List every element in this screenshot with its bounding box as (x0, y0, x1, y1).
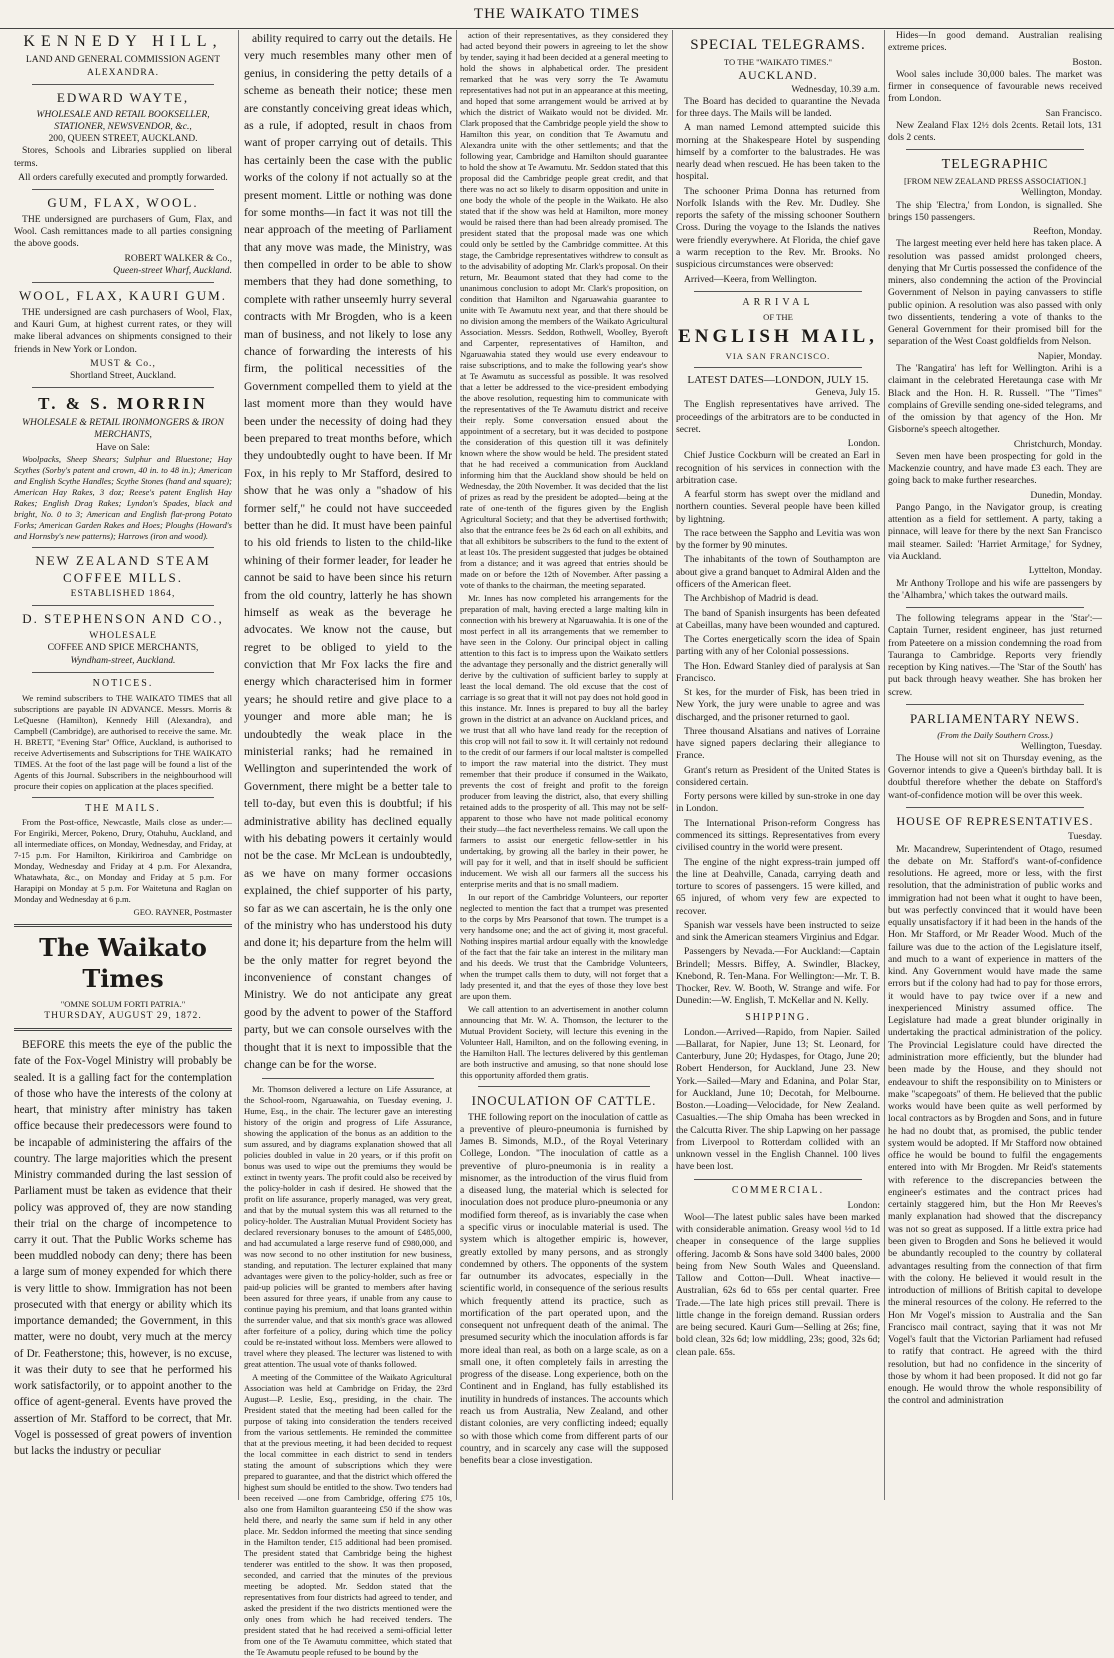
telegrams-date: Wednesday, 10.39 a.m. (791, 83, 880, 95)
stephenson-title: D. STEPHENSON AND CO., (22, 611, 224, 627)
news-item: The International Prison-reform Congress has commenced its sittings. Representatives from every civilised country in the world were present. (676, 817, 880, 854)
paper-motto: "OMNE SOLUM FORTI PATRIA." (60, 998, 186, 1009)
leader-article: BEFORE this meets the eye of the public the fate of the Fox-Vogel Ministry will probably be sealed. It is a galling fact for the contemplation of those who have the interests of the colony at heart, that ministry after ministry has taken office because their predecessors were found to be incapable of administering the affairs of the country. The large majorities which the present Ministry commanded during the last session of Parliament must be taken as evidence that their policy was approved of, they are now standing their trial on the charge of incompetence to carry it out. That the Public Works scheme has been muddled nobody can deny; there has been a large sum of money expended for which there is very little to show. Immigration has not been prosecuted with that energy or ability which its importance demanded; the Government, in this matter, were no doubt, very much at the mercy of Dr. Featherstone; this, however, is no excuse, it was their duty to see that he performed his work satisfactorily, or to appoint another to the office of agent-general. Events have proved the assertion of Mr. Stafford to be correct, that Mr. Vogel is possessed of great powers of invention but lacks the industry or peculiar (14, 1039, 232, 1458)
meeting-continued: action of their representatives, as they considered they had acted beyond their powers in agreeing to let the show by tender, saying it had been decided at a general meeting to hold the shows in alphabetical order. The president remarked that he was very sorry the Te Awamutu representatives had not put in an appearance at this meeting, and hoped that some arrangement would be arrived at by which the district of Waikato would not be divided. Mr. Clark proposed that the Cambridge people yield the show to Hamilton this year, on condition that Te Awamutu and Alexandra unite with the other settlements; and that the following year, Cambridge and Hamilton should guarantee to hold the show at Te Awamutu. Mr. Seddon stated that this proposal did the Cambridge people great credit, and that there was no act so likely to disarm opposition and unite in one body the whole of the people in the Waikato. He also stated that if the show was held at Hamilton, more money would be raised there than had been already promised. The president stated that the proposal made was one which could only be settled by the Cambridge committee. At this stage, the Cambridge representatives withdrew to consult as to the advisability of adopting Mr. Clark's proposal. On their return, Mr. Beaumont stated that they had come to the unanimous conclusion to adopt Mr. Clark's proposition, on condition that Hamilton and Ngaruawahia guarantee to unite with Te Awamutu next year, and that there should be no division among the members of the Waikato Agricultural Association. Messrs. Seddon, Rothwell, Woolley, Byeroft and Carpenter, representatives of Hamilton, and Ngaruawahia stated they would use every endeavour to raise subscriptions, and to make the following year's show at Te Awamutu as successful as possible. It was resolved that a letter be addressed to the vice-president embodying the above resolution, requesting him to communicate with the representatives of the Te Awamutu district and receive their reply. Some conversation ensued about the appointment of a secretary, but it was decided to postpone the consideration of this question till it was definitely known where the show would be held. The president stated that he had received a communication from Auckland informing him that the Auckland show should be held on Wednesday, the 20th November. It was decided that the list of prizes as read by the president be adopted—being at the rate of one-tenth of the figures given by the English Agricultural Society; and that they be advertised forthwith; also that the entrance fees be 2s 6d each on all exhibits, and that all exhibitors be subscribers to the fund to the extent of at least 10s. The president suggested that judges be obtained from a distance; and it was agreed that entries should be made on or before the 12th of November. After passing a vote of thanks to the chairman, the meeting separated. (460, 30, 669, 590)
divider (906, 807, 1084, 808)
stephenson-line1: WHOLESALE (89, 630, 157, 642)
divider (32, 797, 214, 798)
commercial-news: Wool—The latest public sales have been marked with considerable animation. Greasy wool ½d to 1d cheaper in consequence of the large supplies offering. Jacomb & Sons have sold 3400 bales, 2000 being from New South Wales and Queensland. Tallow and Cotton—Dull. Wheat inactive—Australian, 62s 6d to 65s per cental quarter. Free Trade.—The late high prices still prevail. There is little change in the foreign demand. Russian orders are being secured. Kauri Gum—Selling at 26s; fine, bold clean, 32s 6d; low middling, 23s; good, 32s 6d; clean pale. 65s. (676, 1211, 880, 1358)
divider (32, 282, 214, 283)
kennedy-name: KENNEDY HILL, (23, 33, 223, 50)
news-item: The race between the Sappho and Levitia was won by the former by 90 minutes. (676, 527, 880, 552)
cattle-article: THE following report on the inoculation of cattle as a preventive of pleuro-pneumonia is furnished by James B. Simonds, M.D., of the Royal Veterinary College, London. "The inoculation of cattle as a preventive of pluro-pneumonia is in reality a misnomer, as the introduction of the virus fluid from a diseased lung, the material which is selected for inoculation does not produce pluro-pneumonia or any modified form thereof, as is invariably the case when a specific virus or inoculable material is used. The system which is altogether empiric is, however, greatly extolled by many persons, and as strongly condemned by others. The opponents of the system far outnumber its advocates, especially in the scientific world, in consequence of the serious results which frequently attend its practice, such as mortification of the part operated upon, and the consequent not unfrequent death of the animal. The presumed security which the inoculation affords is far more ideal than real, as both on a large scale, as on a small one, it often completely fails in arresting the progress of the disease. Long experience, both on the Continent and in England, has fully established its inutility in hundreds of instances. The accounts which reach us from Australia, New Zealand, and other distant colonies, are very conflicting indeed; equally so with those which come from different parts of our country, and in scarcely any case will the supposed benefits bear a close investigation. (460, 1111, 668, 1467)
news-item: The band of Spanish insurgents has been defeated at Cabeillas, many have been wounded and captured. (676, 607, 880, 631)
divider (906, 704, 1084, 705)
geneva-news: The English representatives have arrived. The proceedings of the arbitrators are to be conducted in secret. (676, 399, 880, 435)
house-debate: Mr. Macandrew, Superintendent of Otago, resumed the debate on Mr. Stafford's want-of-confidence resolutions. He agreed, more or less, with the first resolution, that the administration of public works and immigration had not been what it ought to have been, but was perfectly convinced that it would have been equally unsatisfactory if it had been in the hands of the Hon. Mr Stafford, or Mr Reader Wood. Much of the failure was due to the action of the Legislature itself, and much to a want of experience in matters of the kind. Any Government would have made the same errors but if the colony had had to pay for those errors, it would have to pay twice over if a new and inexperienced Ministry assumed office. The Legislature had made a great blunder originally in undertaking the practical administration of the policy. The Provincial Legislature could have directed the administration more efficiently, but the blunder had been made by the House, and they should not endeavour to shift the responsibility on to Ministers or make "scapegoats" of them. He believed that the public works would have been quite as well performed by local contractors as by Brogden and Sons, and in future he had no doubt that, as promised, the public tender system would be adopted. If Mr Stafford now obtained office he would be bound to fulfil the engagements entered into with Mr Brogden. Mr Reid's statements with reference to the discrepancies between the engineer's estimates and the contract prices had certainly staggered him, but the Hon Mr Reeves's manly explanation had showed that the discrepancy was not so great as supposed. If a little extra price had been given to Brogden and Sons he believed it would be abundantly recoupled to the country by collateral advantages resulting from the connection of that firm with the colony. He believed it would result in the introduction of millions of British capital to develope the mineral resources of the colony. He referred to the Hon Mr Vogel's mission to Australia and the San Francisco mail contract, saying that it was not Mr Vogel's fault that the Victorian Parliament had refused to ratify that contract. He agreed with the third resolution, but had no confidence in the sincerity of those by whom it had been proposed. It did not go far enough. He would throw the whole responsibility of the control and administration (888, 843, 1102, 1407)
divider (14, 1028, 232, 1031)
news-item: St kes, for the murder of Fisk, has been tried in New York, the jury were unable to agree and was discharged, and the prisoner returned to gaol. (676, 687, 880, 723)
morrin-line2: Have on Sale: (96, 441, 150, 453)
divider (32, 547, 214, 548)
divider (32, 387, 214, 388)
commercial-title: COMMERCIAL. (731, 1184, 825, 1196)
news-item: Grant's return as President of the United States is considered certain. (676, 764, 880, 788)
notices-body: We remind subscribers to THE WAIKATO TIMES that all subscriptions are payable IN ADVANCE. Messrs. Morris & LeQuesne (Hamilton), Kennedy Hill (Alexandra), and Campbell (Cambridge), are authorised to receive the same. Mr. H. BRETT, "Evening Star" Office, Auckland, is authorised to receive Advertisements and Subscriptions for THE WAIKATO TIMES. At the foot of the last page will be found a list of the Agents of this Journal. Subscribers in the neighbourhood will procure their copies on application at the places specified. (14, 692, 232, 791)
column-4 (676, 30, 880, 1500)
volunteers-trumpet: In our report of the Cambridge Volunteers, our reporter neglected to mention the fact that a trumpet was presented to the corps by Mrs Pearsonof that town. The trumpet is a very handsome one; and the act of giving it, most graceful. Nothing inspires martial ardour equally with the knowledge of the fact that the fair take an interest in the military man and his deeds. We trust that the Cambridge Volunteers, when the trumpet calls them to duty, will not forget that a lady presented it, and that the eyes of those they love best are upon them. (460, 892, 668, 1001)
telegram-nevada: The Board has decided to quarantine the Nevada for three days. The Mails will be landed. (676, 95, 880, 120)
tele-place: Wellington, Monday. (1021, 187, 1102, 199)
stephenson-line2: COFFEE AND SPICE MERCHANTS, (47, 642, 199, 654)
telegrams-place: AUCKLAND. (738, 68, 818, 83)
divider (694, 1179, 862, 1180)
paper-date: THURSDAY, AUGUST 29, 1872. (44, 1009, 202, 1021)
mail-via: VIA SAN FRANCISCO. (725, 350, 831, 361)
news-item: The Archbishop of Madrid is dead. (684, 593, 819, 605)
london-dateline: London. (847, 438, 880, 450)
news-item: Spanish war vessels have been instructed to seize and sink the American steamers Virginius and Edgar. (676, 919, 880, 944)
tele-place: Lyttelton, Monday. (1028, 565, 1102, 577)
divider (32, 189, 214, 190)
divider (262, 1078, 434, 1079)
paper-title: The Waikato Times (39, 933, 207, 994)
cattle-title: INOCULATION OF CATTLE. (471, 1093, 657, 1108)
news-item: The Cortes energetically scorn the idea of Spain parting with any of her Colonial possessions. (676, 634, 880, 658)
telegraphic-sub: [FROM NEW ZEALAND PRESS ASSOCIATION.] (904, 176, 1086, 187)
wool-title: WOOL, FLAX, KAURI GUM. (19, 288, 227, 304)
divider (32, 605, 214, 606)
shipping-news: London.—Arrived—Rapido, from Napier. Sailed—Ballarat, for Napier, June 13; St. Leonard, for Canterbury, June 20; Hydaspes, for Otago, June 20; Robert Henderson, for Auckland, June 23. New York.—Sailed—Mary and Edanina, and Polar Star, for Auckland, June 10; Decotah, for Melbourne. Boston.—Loading—Velocidade, for New Zealand. Casualties.—The ship Omaha has been wrecked in the Calcutta River. The ship Lapwing on her passage from Liverpool to Rotterdam collided with an unknown vessel in the English Channel. 100 lives have been lost. (676, 1026, 880, 1173)
wool-addr: Shortland Street, Auckland. (69, 370, 177, 382)
geneva-dateline: Geneva, July 15. (815, 386, 880, 398)
news-item: Passengers by Nevada.—For Auckland:—Captain Brindell; Messrs. Biffey, A. Swindler, Blackey, Knebond, R. Ten-Mana. For Wellington:—Mr. T. B. Thocker, Rev. W. Booth, W. Strange and wife. For Dunedin:—W. English, T. McKellar and N. Kelly. (676, 946, 880, 1007)
mails-title: THE MAILS. (85, 802, 161, 814)
divider (32, 672, 214, 673)
star-telegrams: The following telegrams appear in the 'Star':—Captain Turner, resident engineer, has just returned from Pateetere on a mission condemning the road from Tauranga to Cambridge. Reports very friendly reception by King natives.—The 'Star of the South' has put back through heavy weather. She has broken her screw. (888, 613, 1102, 698)
tele-place: Christchurch, Monday. (1013, 438, 1102, 450)
mutual-lecture: We call attention to an advertisement in another column announcing that Mr. W. A. Thomson, the lecturer to the Mutual Provident Society, will lecture this evening in the Volunteer Hall, Hamilton, and on the following evening, in the Hamilton Hall. The lectures delivered by this gentleman are both instructive and amusing, so that none should lose this opportunity afforded them gratis. (460, 1004, 668, 1080)
column-2 (244, 30, 452, 1658)
telegram-keera: Arrived—Keera, from Wellington. (684, 273, 817, 285)
tele-place: Napier, Monday. (1037, 350, 1102, 362)
column-5 (888, 30, 1102, 1500)
wayte-line1: WHOLESALE AND RETAIL BOOKSELLER, (36, 108, 210, 120)
column-rule (238, 30, 239, 1500)
column-1 (14, 30, 232, 1500)
parliamentary-sub: (From the Daily Southern Cross.) (937, 729, 1053, 740)
morrin-items: Woolpacks, Sheep Shears; Sulphur and Bluestone; Hay Scythes (Sorby's patent and crown, 40 in. to 48 in.); American and English Scythe Handles; Scythe Stones (hand and square); American Hay Rakes, 3 doz; Reese's patent English Hay Rakes; English Drag Rakes; Lyndon's Spades, black and bright, No. 0 to 3; American and English flat-prong Potato Forks; American Garden Rakes and Hoes; Ploughs (Howard's and Hornsby's new patterns); Harrows (iron and wood). (14, 453, 232, 541)
tele-item: The largest meeting ever held here has taken place. A resolution was passed amidst prolonged cheers, denying that Mr Curtis possessed the confidence of the miners, also condemning the action of the Provincial Government of Nelson in paying canvassers to stifle public opinion. A resolution was also passed with only two dissentients, tendering a vote of thanks to the General Government for their promised bill for the separation of the West Coast goldfields from Nelson. (888, 238, 1102, 348)
divider (906, 607, 1084, 608)
divider (906, 149, 1084, 150)
telegram-lemond: A man named Lemond attempted suicide this morning at the Shakespeare Hotel by suspending himself by a comforter to the balustrades. He was nearly dead when rescued. He has been taken to the hospital. (676, 122, 880, 183)
tele-item: Seven men have been prospecting for gold in the Mackenzie country, and have made £3 each. They are going back to make further researches. (888, 450, 1102, 487)
telegraphic-title: TELEGRAPHIC (941, 157, 1049, 173)
mail-of: OF THE (763, 311, 793, 322)
news-item: The inhabitants of the town of Southampton are about give a grand banquet to Admiral Alden and the officers of the American fleet. (676, 554, 880, 590)
telegram-prima-donna: The schooner Prima Donna has returned from Norfolk Islands with the Rev. Mr. Dudley. She reports the safety of the missing schooner Southern Cross. During the voyage to the Islands the natives were friendly everywhere. At Florida, the chief gave a warm reception to the Rev. Mr. Brooks. No suspicious circumstances were observed: (676, 185, 880, 271)
wayte-line5: All orders carefully executed and promptly forwarded. (18, 171, 228, 183)
agricultural-meeting: A meeting of the Committee of the Waikato Agricultural Association was held at Cambridge on Friday, the 23rd August—P. Leslie, Esq., presiding, in the chair. The President stated that the meeting had been called for the purpose of taking into consideration the tenders received from the various settlements. He reminded the committee that at the previous meeting, it had been decided to request the local committee in each district to send in tenders stating the amount of subscriptions which they were prepared to guarantee, and that the district which offered the highest sum should be entitled to the show. Two tenders had been received —one from Cambridge, offering £75 10s, also one from Hamilton guaranteeing £50 if the show was held there, and nearly the same sum if held in any other place. Mr. Seddon informed the meeting that since sending in the Hamilton tender, £15 additional had been promised. The president stated that Cambridge being the highest tenderer was entitled to the show. It was then proposed, seconded, and carried that the minutes of the previous meeting be adopted. Mr. Seddon stated that the representatives from four districts had agreed to tender, and asked the president if the two districts mentioned were the only ones from which he had received tenders. The president stated that he had received a semi-official letter from one of the Te Awamutu committee, which stated that the Te Awamutu people refused to be bound by the (244, 1372, 452, 1658)
kennedy-line2: ALEXANDRA. (86, 66, 160, 78)
wool-news: Wool sales include 30,000 bales. The market was firmer in consequence of favourable news received from London. (888, 68, 1102, 105)
parliamentary-title: PARLIAMENTARY NEWS. (909, 710, 1081, 726)
column-3 (460, 30, 668, 1500)
parliamentary-place: Wellington, Tuesday. (1021, 740, 1102, 752)
gum-sign: ROBERT WALKER & Co., (124, 252, 232, 264)
kennedy-line1: LAND AND GENERAL COMMISSION AGENT (25, 54, 221, 66)
wayte-line3: 200, QUEEN STREET, AUCKLAND. (48, 133, 198, 145)
mail-title: ENGLISH MAIL, (678, 325, 878, 347)
parliamentary-news: The House will not sit on Thursday evening, as the Governor intends to give a Queen's birthday ball. It is doubtful therefore whether the debate on Stafford's want-of-confidence motion will be over this week. (888, 752, 1102, 801)
divider (694, 367, 862, 368)
stephenson-line3: Wyndham-street, Auckland. (70, 654, 176, 666)
divider (694, 291, 862, 292)
divider (478, 1086, 650, 1087)
mails-body: From the Post-office, Newcastle, Mails close as under:— For Engiriki, Mercer, Pokeno, Drury, Otahuhu, Auckland, and all intermediate offices, on Monday, Wednesday, and Friday, at 7-15 p.m. For Hamilton, Kirikiriroa and Cambridge on Monday, Wednesday and Friday at 4 p.m. For Alexandra, Whatawhata, &c., on Monday and Friday at 5 p.m. For Harapipi on Monday at 5 p.m. For Waitetuna and Raglan on Monday and Wednesday at 6 p.m. (14, 817, 232, 905)
divider (14, 924, 232, 927)
hides-news: Hides—In good demand. Australian realising extreme prices. (888, 30, 1102, 54)
tele-place: Dunedin, Monday. (1030, 489, 1102, 501)
wayte-name: EDWARD WAYTE, (56, 90, 190, 105)
shipping-title: SHIPPING. (745, 1011, 811, 1023)
coffee-title: NEW ZEALAND STEAM COFFEE MILLS. (35, 552, 211, 585)
telegrams-title: SPECIAL TELEGRAMS. (690, 37, 866, 53)
latest-dates: LATEST DATES—LONDON, JULY 15. (687, 373, 869, 386)
gum-body: THE undersigned are purchasers of Gum, Flax, and Wool. Cash remittances made to all parties consigning the above goods. (14, 213, 232, 250)
morrin-line1: WHOLESALE & RETAIL IRONMONGERS & IRON MERCHANTS, (22, 417, 224, 441)
gum-addr: Queen-street Wharf, Auckland. (113, 264, 232, 276)
news-item: Forty persons were killed by sun-stroke in one day in London. (676, 791, 880, 815)
commercial-place: London: (847, 1199, 880, 1211)
wayte-line2: STATIONER, NEWSVENDOR, &c., (54, 120, 192, 132)
news-item: The engine of the night express-train jumped off the line at Deahville, Canada, carrying death and torture to scores of passengers. 15 were killed, and 65 injured, of whom very few are expected to recover. (676, 856, 880, 917)
tele-item: The 'Rangatira' has left for Wellington. Arihi is a claimant in the celebrated Heretaunga case with Mr Black and the Hon. H. R. Russell. "The "Times" complains of Greville sending one-sided telegrams, and of the omission by that agency of the Hon. Mr Gisborne's speech altogether. (888, 363, 1102, 436)
tele-item: Pango Pango, in the Navigator group, is creating attention as a field for settlement. A party, taking a pinnace, will leave for there by the next San Francisco mail steamer. Sailed: 'Harriet Armitage,' for Sydney, via Auckland. (888, 501, 1102, 562)
notices-title: NOTICES. (92, 677, 154, 689)
news-item: Chief Justice Cockburn will be created an Earl in recognition of his services in connection with the arbitration case. (676, 450, 880, 486)
news-item: A fearful storm has swept over the midland and northern counties. Several people have been killed by lightning. (676, 489, 880, 525)
tele-place: Reefton, Monday. (1033, 226, 1102, 238)
house-day: Tuesday. (1068, 831, 1102, 843)
tele-item: Mr Anthony Trollope and his wife are passengers by the 'Alhambra,' which takes the outward mails. (888, 577, 1102, 601)
morrin-title: T. & S. MORRIN (38, 394, 208, 414)
news-item: Three thousand Alsatians and natives of Lorraine have signed papers declaring their allegiance to France. (676, 725, 880, 762)
news-item: The Hon. Edward Stanley died of paralysis at San Francisco. (676, 660, 880, 684)
masthead: THE WAIKATO TIMES (0, 6, 1114, 29)
coffee-est: ESTABLISHED 1864, (70, 588, 176, 600)
wool-body: THE undersigned are cash purchasers of Wool, Flax, and Kauri Gum, at highest current rates, or they will make liberal advances on shipments consigned to their friends in New York or London. (14, 306, 232, 355)
gum-title: GUM, FLAX, WOOL. (47, 195, 199, 211)
boston-dateline: Boston. (1072, 56, 1102, 68)
column-rule (456, 30, 457, 1500)
house-title: HOUSE OF REPRESENTATIVES. (896, 813, 1094, 828)
divider (32, 84, 214, 85)
telegrams-sub: TO THE "WAIKATO TIMES." (723, 57, 833, 68)
wayte-line4: Stores, Schools and Libraries supplied on liberal terms. (14, 145, 232, 169)
sf-dateline: San Francisco. (1045, 107, 1102, 119)
innes-malt: Mr. Innes has now completed his arrangements for the preparation of malt, having erected a large malting kiln in connection with his brewery at Ngaruawahia. It is one of the most perfect in all its arrangements that we remember to have seen in the Colony. Our principal object in calling attention to this fact is to impress upon the Waikato settlers the advantage they personally and the district generally will derive by the cultivation of sufficient barley to supply at least the local demand. The old excuse that the cost of carriage is so great that it will not pay does not hold good in this instance. Mr. Innes is prepared to buy all the barley grown in the district at an advance on Auckland prices, and we trust that all who have land ready for the reception of this crop will not fail to sow it. It will certainly not redound to the credit of our farmers if our local maltster is compelled to import the raw material into the district. They must remember that their produce if consumed in the Waikato, prevents the cost of freight and profit to the foreign producer from leaving the district, also, that every shilling retained adds to the prosperity of all. This may not be self-apparent to those who have not made political economy their study—the fact nevertheless remains. We call upon the farmers to assist our energetic fellow-settler in his undertaking, by growing all the barley in their power, he will pay for it well, and that in itself should be sufficient inducement. We wish all our farmers all the success his enterprise merits and that is no small madiem. (460, 593, 668, 889)
tele-item: The ship 'Electra,' from London, is signalled. She brings 150 passengers. (888, 199, 1102, 223)
mail-arrival: ARRIVAL (742, 296, 814, 308)
flax-news: New Zealand Flax 12½ dols 2cents. Retail lots, 131 dols 2 cents. (888, 119, 1102, 144)
thomson-lecture: Mr. Thomson delivered a lecture on Life Assurance, at the School-room, Ngaruawahia, on Tuesday evening, J. Hume, Esq., in the chair. The lecturer gave an interesting history of the origin and progress of Life Assurance, showing the application of the bonus as an addition to the sum assured, and by diagrams explanation showed that all policies doubled in value in 20 years, or if this profit on bonus was used to wipe out the premiums they would be extinct in twenty years. The profit could also be received by the policy-holder in cash if desired. He showed that the profit on life assurance, properly managed, was very great, and that by the mutual system this was all returned to the policy-holder. The Australian Mutual Provident Society has declared reversionary bonuses to the amount of £485,000, and had accumulated a large reserve fund of £980,000, and was now second to no other institution for new business, standing, and reputation. The lecturer explained that many advantages were given to the policy-holder, such as free or paid-up policies will be granted to members after having been assured for three years, if unable from any cause to continue paying his premium, and that loans granted within the surrender value, and that six month's grace was allowed after forfeiture of a policy, during which time the policy could be re-instated without loss. Members were allowed to travel where they pleased. The lecturer was listened to with great attention. The usual vote of thanks followed. (244, 1084, 452, 1370)
column-rule (884, 30, 885, 1500)
leader-continued: ability required to carry out the details. He very much resembles many other men of genius, in considering the petty details of a scheme as beneath their notice; these men are constantly conceiving great ideas which, as a rule, if adopted, result in chaos from want of proper carrying out of details. This has certainly been the case with the public works of the colony if not actually so at the present moment. Little or nothing was done for some months—in fact it was not till the near approach of the meeting of Parliament that any move was made, the Ministry, was then compelled in order to be able to show members that they had done something, to complete with rather unseemly hurry several contracts with Mr Brogden, who is a keen man of business, and not likely to lose any chance of forwarding the interests of his firm, the political necessities of the Government compelled them to yield at the last moment more than they would have been under the necessity of doing had they been prepared to treat months before, which they undoubtedly ought to have been. If Mr Fox, in his reply to Mr Stafford, desired to show that he was only a "shadow of his former self," he could not have succeeded better than he did. It must have been painful to his old friends to listen to the child-like whining of their former leader, for leader he cannot be said to have been since his return from the old country, latterly he has shown himself as weak as the beverage he advocates. We know not the cause, but regret to be obliged to yield to the conviction that Mr Fox lacks the fire and energy which characterised him in former years; he should retire and give place to a younger and more able man; he is undoubtedly the weak place in the ministerial ranks; had he remained in Wellington and superintended the work of Government, there might be a better tale to tell to-day, but even this is doubtful; if his administrative ability has declined equally with his debating powers it certainly would not be the case. Mr McLean is undoubtedly, as we have on many former occasions explained, the chief supporter of his party, so far as we can ascertain, he is the only one of the ministry who has understood his duty and done it; his departure from the helm will be the only matter for regret beyond the inconvenience of constant changes of Ministry. We do not anticipate any great good by the advent to power of the Stafford party, but we can console ourselves with the thought that it is next to impossible that the change can be for the worse. (244, 32, 452, 1072)
wool-sign: MUST & Co., (90, 357, 156, 369)
mails-sign: GEO. RAYNER, Postmaster (133, 907, 232, 918)
column-rule (672, 30, 673, 1500)
